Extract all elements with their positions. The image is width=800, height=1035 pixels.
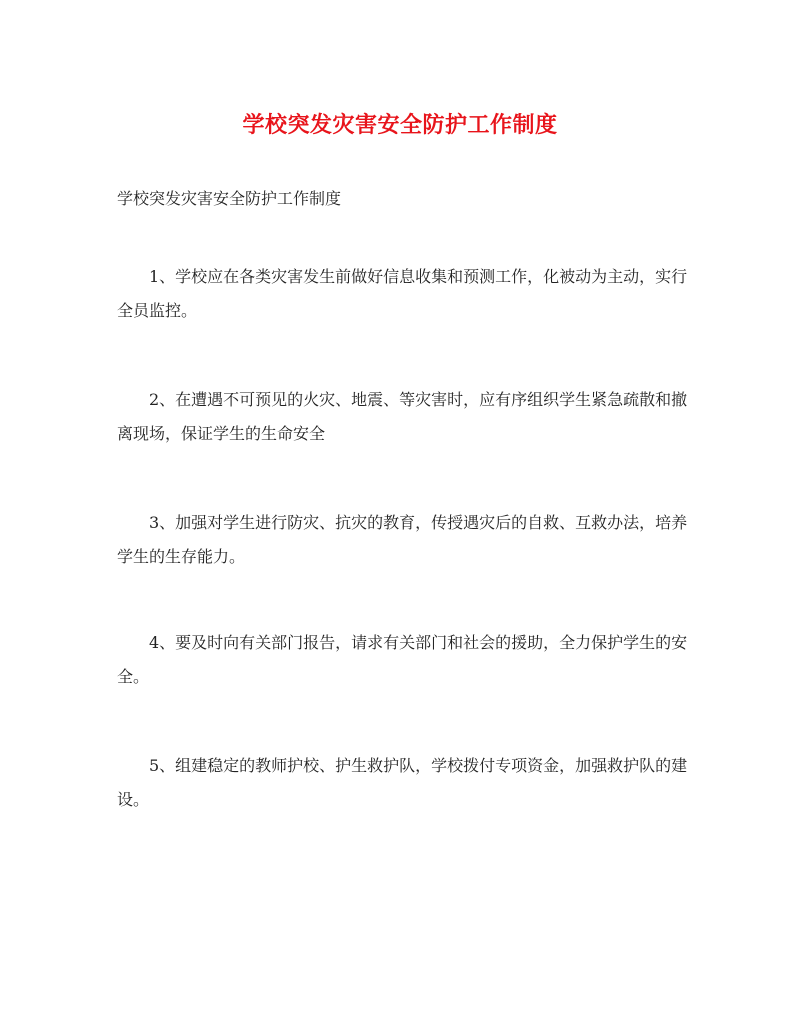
document-title: 学校突发灾害安全防护工作制度: [242, 112, 558, 138]
paragraph-4: 4、要及时向有关部门报告，请求有关部门和社会的援助，全力保护学生的安全。: [117, 633, 688, 686]
paragraph-1: 1、学校应在各类灾害发生前做好信息收集和预测工作，化被动为主动，实行全员监控。: [117, 267, 688, 320]
paragraph-2: 2、在遭遇不可预见的火灾、地震、等灾害时，应有序组织学生紧急疏散和撤离现场，保证学生的生命安全: [117, 390, 688, 443]
paragraph-5: 5、组建稳定的教师护校、护生救护队，学校拨付专项资金，加强救护队的建设。: [117, 756, 688, 809]
paragraph-3: 3、加强对学生进行防灾、抗灾的教育，传授遇灾后的自救、互救办法，培养学生的生存能力。: [117, 513, 688, 566]
document-subtitle: 学校突发灾害安全防护工作制度: [117, 189, 342, 208]
